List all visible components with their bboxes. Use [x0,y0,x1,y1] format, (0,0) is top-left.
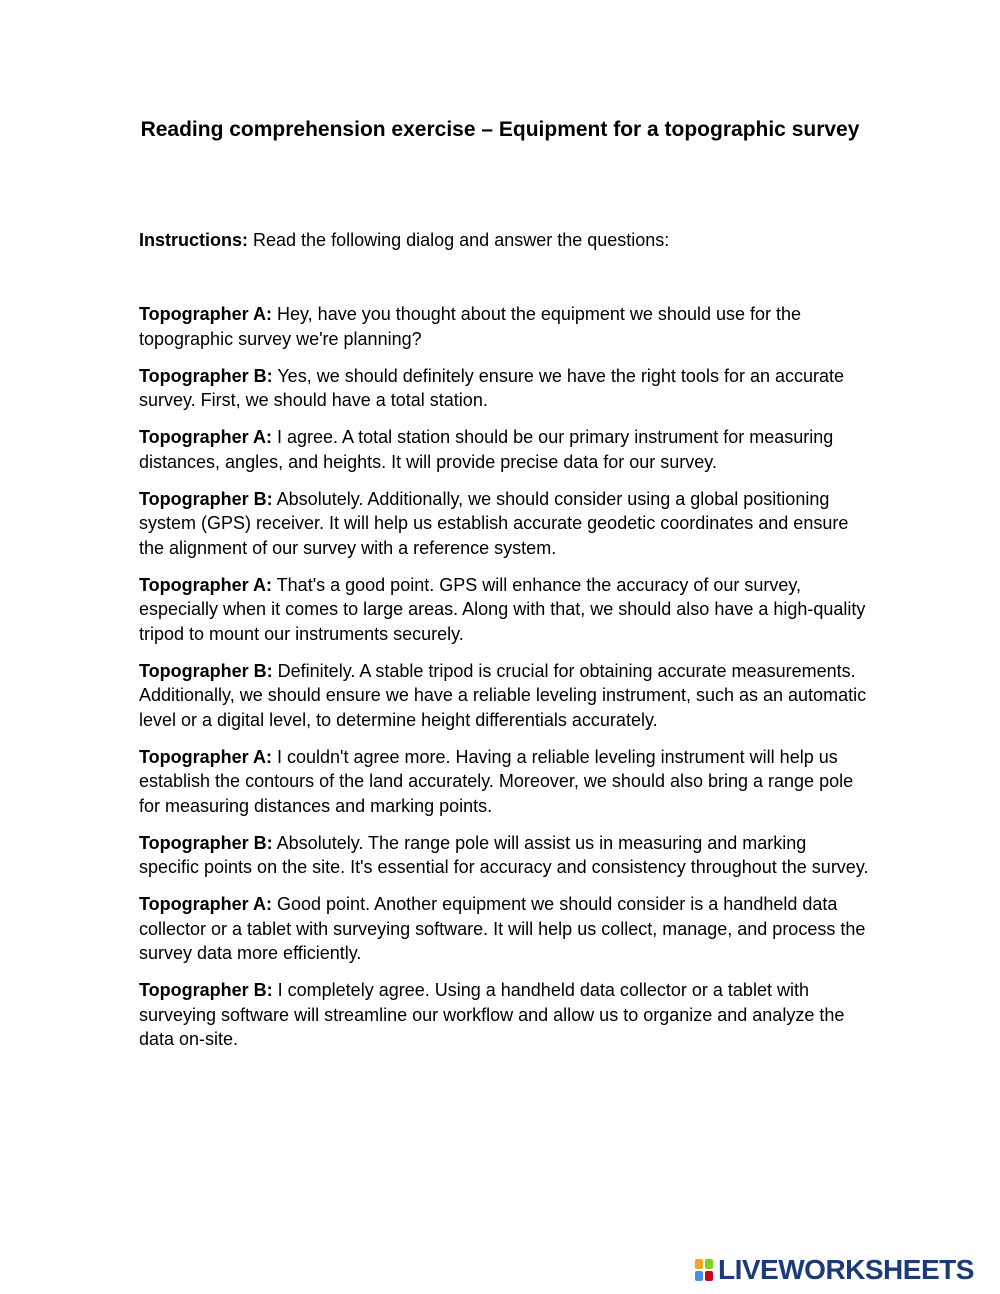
dialog-text: I completely agree. Using a handheld data collector or a tablet with surveying software will streamline our workflow and allow us to organize and analyze the data on-site. [139,980,845,1049]
dialog-text: I couldn't agree more. Having a reliable leveling instrument will help us establish the contours of the land accurately. Moreover, we should also bring a range pole for measuring distances and marking points. [139,746,854,816]
liveworksheets-logo-icon [694,1258,714,1282]
logo-square [705,1259,713,1269]
speaker-label: Topographer A: [139,894,272,914]
liveworksheets-brand[interactable] [694,1256,974,1284]
instructions [139,228,869,252]
dialog-text: I agree. A total station should be our primary instrument for measuring distances, angles, and heights. It will provide precise data for our survey. [139,427,834,472]
dialog-text: Absolutely. Additionally, we should consider using a global positioning system (GPS) receiver. It will help us establish accurate geodetic coordinates and ensure the alignment of our survey with a reference system. [139,488,849,558]
speaker-label: Topographer A: [139,427,272,447]
dialog-text: That's a good point. GPS will enhance the accuracy of our survey, especially when it comes to large areas. Along with that, we should also have a high-quality tripod to mount our instruments securely. [139,574,866,644]
speaker-label: Topographer A: [139,304,272,324]
dialog-text: Absolutely. The range pole will assist us in measuring and marking specific points on the site. It's essential for accuracy and consistency throughout the survey. [139,832,869,877]
logo-square [695,1259,703,1269]
dialog-line [139,659,869,733]
dialog-line [139,892,869,966]
dialog-text: Yes, we should definitely ensure we have the right tools for an accurate survey. First, we should have a total station. [139,365,845,410]
dialog-line [139,487,869,561]
dialog [139,302,869,1064]
page-title: Reading comprehension exercise – Equipment for a topographic survey [140,118,860,141]
dialog-line [139,364,869,413]
dialog-line [139,425,869,474]
dialog-line [139,831,869,880]
speaker-label: Topographer A: [139,574,272,595]
dialog-line [139,978,869,1052]
speaker-label: Topographer A: [139,746,272,767]
dialog-line [139,745,869,819]
speaker-label: Topographer B: [139,365,273,386]
speaker-label: Topographer B: [139,660,273,681]
dialog-text: Definitely. A stable tripod is crucial for obtaining accurate measurements. Additionally, we should ensure we have a reliable leveling instrument, such as an automatic level or a digital level, to determine height differentials accurately. [139,660,867,730]
dialog-text: Good point. Another equipment we should consider is a handheld data collector or a tablet with surveying software. It will help us collect, manage, and process the survey data more efficiently. [139,894,866,963]
logo-square [705,1271,713,1281]
instructions-text: Read the following dialog and answer the questions: [248,230,670,250]
brand-name: LIVEWORKSHEETS [718,1254,974,1285]
speaker-label: Topographer B: [139,488,273,509]
speaker-label: Topographer B: [139,980,273,1000]
dialog-line [139,302,869,351]
logo-square [695,1271,703,1281]
instructions-label: Instructions: [139,230,249,250]
dialog-line [139,573,869,647]
speaker-label: Topographer B: [139,832,273,853]
dialog-text: Hey, have you thought about the equipment we should use for the topographic survey we're planning? [139,304,802,349]
